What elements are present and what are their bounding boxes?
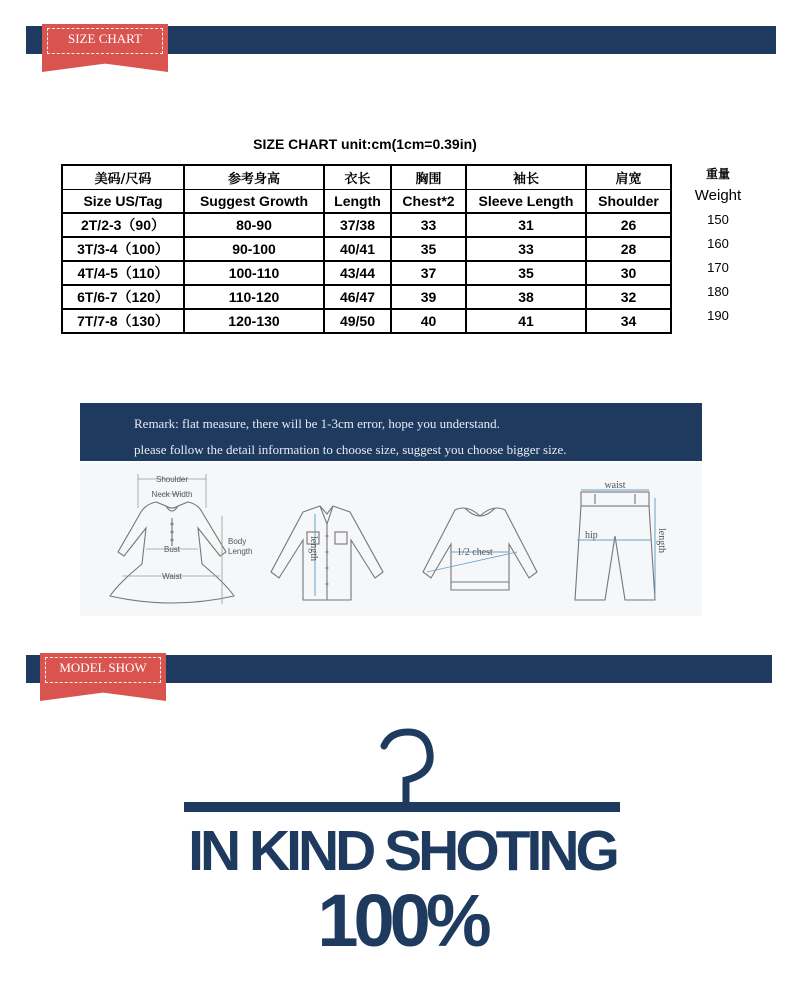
pants-length-label: length xyxy=(656,528,667,553)
cell-chest: 39 xyxy=(391,285,466,309)
header-zh-chest: 胸围 xyxy=(391,165,466,189)
cell-growth: 120-130 xyxy=(184,309,324,333)
header-zh-length: 衣长 xyxy=(324,165,391,189)
model-show-headline: IN KIND SHOTING xyxy=(188,819,616,883)
header-zh-shoulder: 肩宽 xyxy=(586,165,671,189)
cell-shoulder: 28 xyxy=(586,237,671,261)
table-row xyxy=(62,285,671,309)
cell-sleeve: 33 xyxy=(466,237,586,261)
dress-shoulder-label: Shoulder xyxy=(155,475,189,484)
pants-waist-label: waist xyxy=(604,480,626,491)
cell-shoulder: 26 xyxy=(586,213,671,237)
weight-value: 170 xyxy=(707,260,729,275)
cell-growth: 90-100 xyxy=(184,237,324,261)
remark-line-2: please follow the detail information to choose size, suggest you choose bigger size. xyxy=(134,442,567,457)
sweater-diagram xyxy=(405,464,555,614)
hanger-icon xyxy=(184,728,620,816)
cell-chest: 40 xyxy=(391,309,466,333)
cell-size: 6T/6-7（120） xyxy=(62,285,184,309)
cell-chest: 37 xyxy=(391,261,466,285)
cell-length: 43/44 xyxy=(324,261,391,285)
cell-growth: 110-120 xyxy=(184,285,324,309)
cell-shoulder: 32 xyxy=(586,285,671,309)
weight-header-en: Weight xyxy=(694,187,742,204)
header-en-growth: Suggest Growth xyxy=(184,189,324,213)
size-chart-label: SIZE CHART xyxy=(68,31,142,46)
dress-length-label: Length xyxy=(228,547,253,556)
measurement-diagrams xyxy=(80,462,702,616)
header-en-length: Length xyxy=(324,189,391,213)
cell-chest: 33 xyxy=(391,213,466,237)
cell-size: 2T/2-3（90） xyxy=(62,213,184,237)
cell-growth: 100-110 xyxy=(184,261,324,285)
weight-header-zh: 重量 xyxy=(705,167,730,181)
weight-value: 190 xyxy=(707,308,729,323)
model-show-label: MODEL SHOW xyxy=(59,660,147,675)
cell-sleeve: 38 xyxy=(466,285,586,309)
header-zh-sleeve: 袖长 xyxy=(466,165,586,189)
weight-value: 160 xyxy=(707,236,729,251)
dress-bust-label: Bust xyxy=(163,545,181,554)
table-row xyxy=(62,261,671,285)
header-en-size: Size US/Tag xyxy=(62,189,184,213)
cell-shoulder: 34 xyxy=(586,309,671,333)
cell-length: 49/50 xyxy=(324,309,391,333)
pants-hip-label: hip xyxy=(585,530,598,541)
size-table xyxy=(61,164,672,334)
cell-shoulder: 30 xyxy=(586,261,671,285)
header-zh-size: 美码/尺码 xyxy=(62,165,184,189)
cell-length: 37/38 xyxy=(324,213,391,237)
shirt-diagram xyxy=(255,464,405,614)
cell-chest: 35 xyxy=(391,237,466,261)
table-header-zh xyxy=(62,165,671,189)
header-en-chest: Chest*2 xyxy=(391,189,466,213)
cell-size: 7T/7-8（130） xyxy=(62,309,184,333)
cell-sleeve: 31 xyxy=(466,213,586,237)
header-zh-growth: 参考身高 xyxy=(184,165,324,189)
dress-waist-label: Waist xyxy=(162,572,182,581)
table-row xyxy=(62,309,671,333)
cell-size: 4T/4-5（110） xyxy=(62,261,184,285)
cell-growth: 80-90 xyxy=(184,213,324,237)
cell-length: 46/47 xyxy=(324,285,391,309)
weight-value: 150 xyxy=(707,212,729,227)
remark-box xyxy=(80,403,702,461)
size-table-title: SIZE CHART unit:cm(1cm=0.39in) xyxy=(253,136,477,152)
cell-sleeve: 41 xyxy=(466,309,586,333)
remark-line-1: Remark: flat measure, there will be 1-3cm error, hope you understand. xyxy=(134,416,500,431)
dress-neck-label: Neck Width xyxy=(151,490,193,499)
cell-size: 3T/3-4（100） xyxy=(62,237,184,261)
shirt-length-label: length xyxy=(308,536,319,561)
cell-length: 40/41 xyxy=(324,237,391,261)
dress-body-label: Body xyxy=(228,537,247,546)
model-show-percent: 100% xyxy=(317,879,487,962)
header-en-sleeve: Sleeve Length xyxy=(466,189,586,213)
weight-value: 180 xyxy=(707,284,729,299)
table-row xyxy=(62,213,671,237)
pants-diagram xyxy=(555,464,705,614)
header-en-shoulder: Shoulder xyxy=(586,189,671,213)
table-row xyxy=(62,237,671,261)
dress-diagram xyxy=(86,464,256,614)
cell-sleeve: 35 xyxy=(466,261,586,285)
sweater-chest-label: 1/2 chest xyxy=(457,547,493,558)
table-header-en xyxy=(62,189,671,213)
weight-column xyxy=(690,164,746,328)
